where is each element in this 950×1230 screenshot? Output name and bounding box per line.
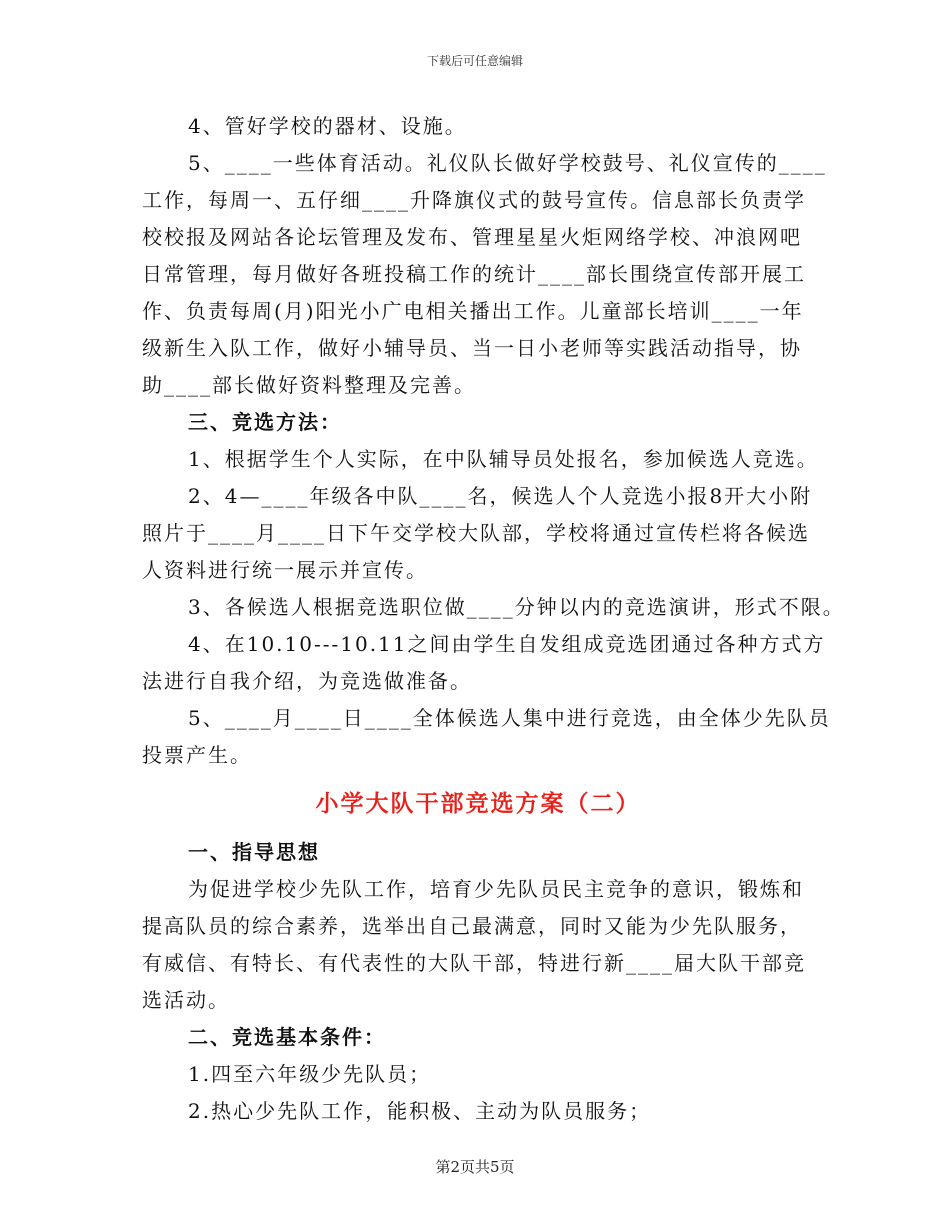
section-part1 [142,108,845,774]
paragraph-line: 投票产生。 [142,743,252,767]
paragraph-line: 工作，每周一、五仔细____升降旗仪式的鼓号宣传。信息部长负责学 [142,188,806,212]
paragraph-line: 4、管好学校的器材、设施。 [188,114,467,138]
paragraph-line: 法进行自我介绍，为竞选做准备。 [142,669,472,693]
paragraph-line: 2、4—____年级各中队____名，候选人个人竞选小报8开大小附 [188,484,813,508]
paragraph-line: 作、负责每周(月)阳光小广电相关播出工作。儿童部长培训____一年 [142,299,804,323]
section-heading: 二、竞选基本条件： [188,1025,386,1049]
section-title: 小学大队干部竞选方案（二） [315,790,641,817]
paragraph-line: 4、在10.10---10.11之间由学生自发组成竞选团通过各种方式方 [188,632,826,656]
paragraph-line: 5、____一些体育活动。礼仪队长做好学校鼓号、礼仪宣传的____ [188,151,827,175]
paragraph-line: 助____部长做好资料整理及完善。 [142,373,476,397]
paragraph-line: 级新生入队工作，做好小辅导员、当一日小老师等实践活动指导，协 [142,336,802,360]
paragraph-line: 日常管理，每月做好各班投稿工作的统计____部长围绕宣传部开展工 [142,262,806,286]
section-heading: 一、指导思想 [188,840,320,864]
page-header: 下载后可任意编辑 [426,54,523,68]
section-heading: 三、竞选方法： [188,410,342,434]
section-part2 [142,834,822,1130]
paragraph-line: 校校报及网站各论坛管理及发布、管理星星火炬网络学校、冲浪网吧 [142,225,802,249]
paragraph-line: 人资料进行统一展示并宣传。 [142,558,428,582]
paragraph-line: 为促进学校少先队工作，培育少先队员民主竞争的意识，锻炼和 [188,877,804,901]
paragraph-line: 1.四至六年级少先队员； [188,1062,432,1086]
paragraph-line: 5、____月____日____全体候选人集中进行竞选，由全体少先队员 [188,706,831,730]
paragraph-line: 2.热心少先队工作，能积极、主动为队员服务； [188,1099,652,1123]
paragraph-line: 选活动。 [142,988,230,1012]
document-body [142,108,845,1130]
page-footer: 第2页共5页 [435,1158,515,1176]
paragraph-line: 3、各候选人根据竞选职位做____分钟以内的竞选演讲，形式不限。 [188,595,845,619]
paragraph-line: 有威信、有特长、有代表性的大队干部，特进行新____届大队干部竞 [142,951,806,975]
paragraph-line: 提高队员的综合素养，选举出自己最满意，同时又能为少先队服务， [142,914,802,938]
paragraph-line: 照片于____月____日下午交学校大队部，学校将通过宣传栏将各候选 [142,521,810,545]
paragraph-line: 1、根据学生个人实际，在中队辅导员处报名，参加候选人竞选。 [188,447,819,471]
